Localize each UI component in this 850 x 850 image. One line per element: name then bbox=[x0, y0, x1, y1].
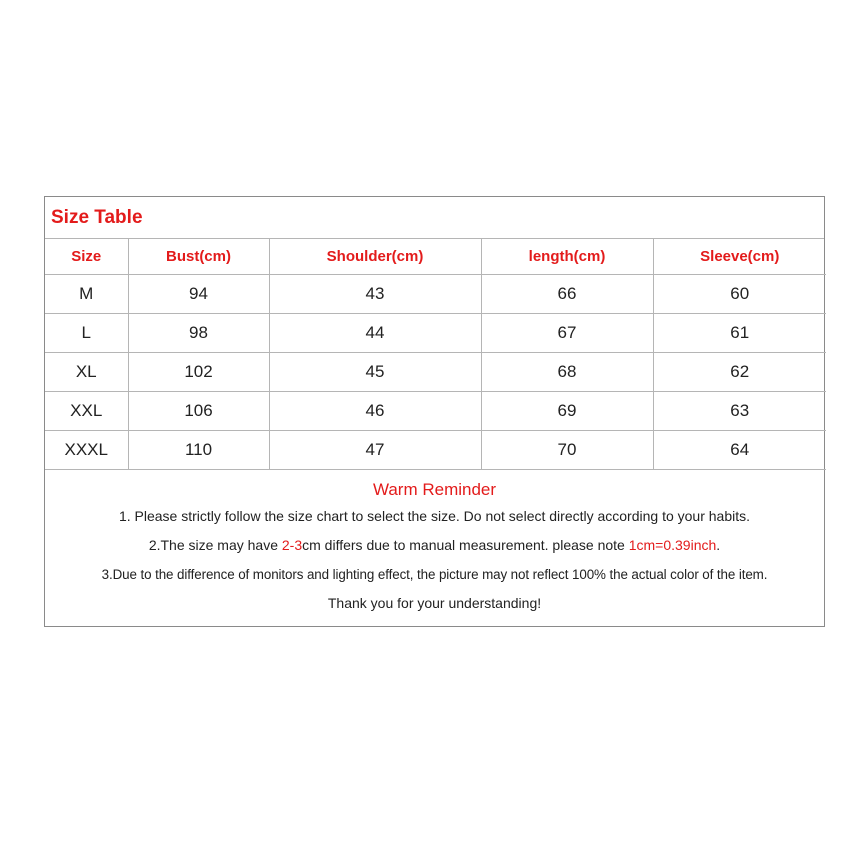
cell-bust: 94 bbox=[128, 275, 269, 314]
cell-shoulder: 45 bbox=[269, 353, 481, 392]
reminder-line-3: 3.Due to the difference of monitors and lighting effect, the picture may not reflect 100% the actual color of the item. bbox=[101, 567, 768, 582]
reminder-line-2-text: cm differs due to manual measurement. please note bbox=[302, 537, 629, 553]
size-table bbox=[45, 239, 826, 470]
size-table-panel bbox=[44, 196, 825, 627]
reminder-line-4: Thank you for your understanding! bbox=[327, 595, 542, 611]
header-bust: Bust(cm) bbox=[128, 239, 269, 275]
reminder-line-2-text: 2.The size may have bbox=[148, 537, 282, 553]
cell-size: XXXL bbox=[45, 431, 128, 470]
cell-bust: 106 bbox=[128, 392, 269, 431]
header-length: length(cm) bbox=[481, 239, 653, 275]
table-row bbox=[45, 392, 826, 431]
warm-reminder bbox=[45, 478, 824, 618]
header-row bbox=[45, 239, 826, 275]
table-row bbox=[45, 431, 826, 470]
cell-shoulder: 47 bbox=[269, 431, 481, 470]
reminder-line-1: 1. Please strictly follow the size chart to select the size. Do not select directly according to your habits. bbox=[118, 508, 751, 524]
reminder-line-2-text: . bbox=[716, 537, 721, 553]
cell-bust: 98 bbox=[128, 314, 269, 353]
cell-length: 67 bbox=[481, 314, 653, 353]
cell-length: 66 bbox=[481, 275, 653, 314]
cell-sleeve: 62 bbox=[653, 353, 826, 392]
cell-length: 69 bbox=[481, 392, 653, 431]
header-sleeve: Sleeve(cm) bbox=[653, 239, 826, 275]
header-size: Size bbox=[45, 239, 128, 275]
cell-shoulder: 44 bbox=[269, 314, 481, 353]
table-row bbox=[45, 353, 826, 392]
cell-size: M bbox=[45, 275, 128, 314]
header-shoulder: Shoulder(cm) bbox=[269, 239, 481, 275]
cell-size: XXL bbox=[45, 392, 128, 431]
cell-bust: 110 bbox=[128, 431, 269, 470]
size-table-title: Size Table bbox=[45, 197, 824, 239]
cell-size: XL bbox=[45, 353, 128, 392]
cell-sleeve: 60 bbox=[653, 275, 826, 314]
cell-length: 68 bbox=[481, 353, 653, 392]
cell-sleeve: 64 bbox=[653, 431, 826, 470]
cell-sleeve: 61 bbox=[653, 314, 826, 353]
unit-conversion: 1cm=0.39inch bbox=[628, 537, 717, 553]
cell-shoulder: 43 bbox=[269, 275, 481, 314]
cell-sleeve: 63 bbox=[653, 392, 826, 431]
table-row bbox=[45, 275, 826, 314]
cell-size: L bbox=[45, 314, 128, 353]
reminder-title: Warm Reminder bbox=[372, 480, 497, 499]
cell-length: 70 bbox=[481, 431, 653, 470]
cell-shoulder: 46 bbox=[269, 392, 481, 431]
table-row bbox=[45, 314, 826, 353]
measurement-variance: 2-3 bbox=[281, 537, 303, 553]
reminder-line-2 bbox=[45, 531, 824, 560]
cell-bust: 102 bbox=[128, 353, 269, 392]
